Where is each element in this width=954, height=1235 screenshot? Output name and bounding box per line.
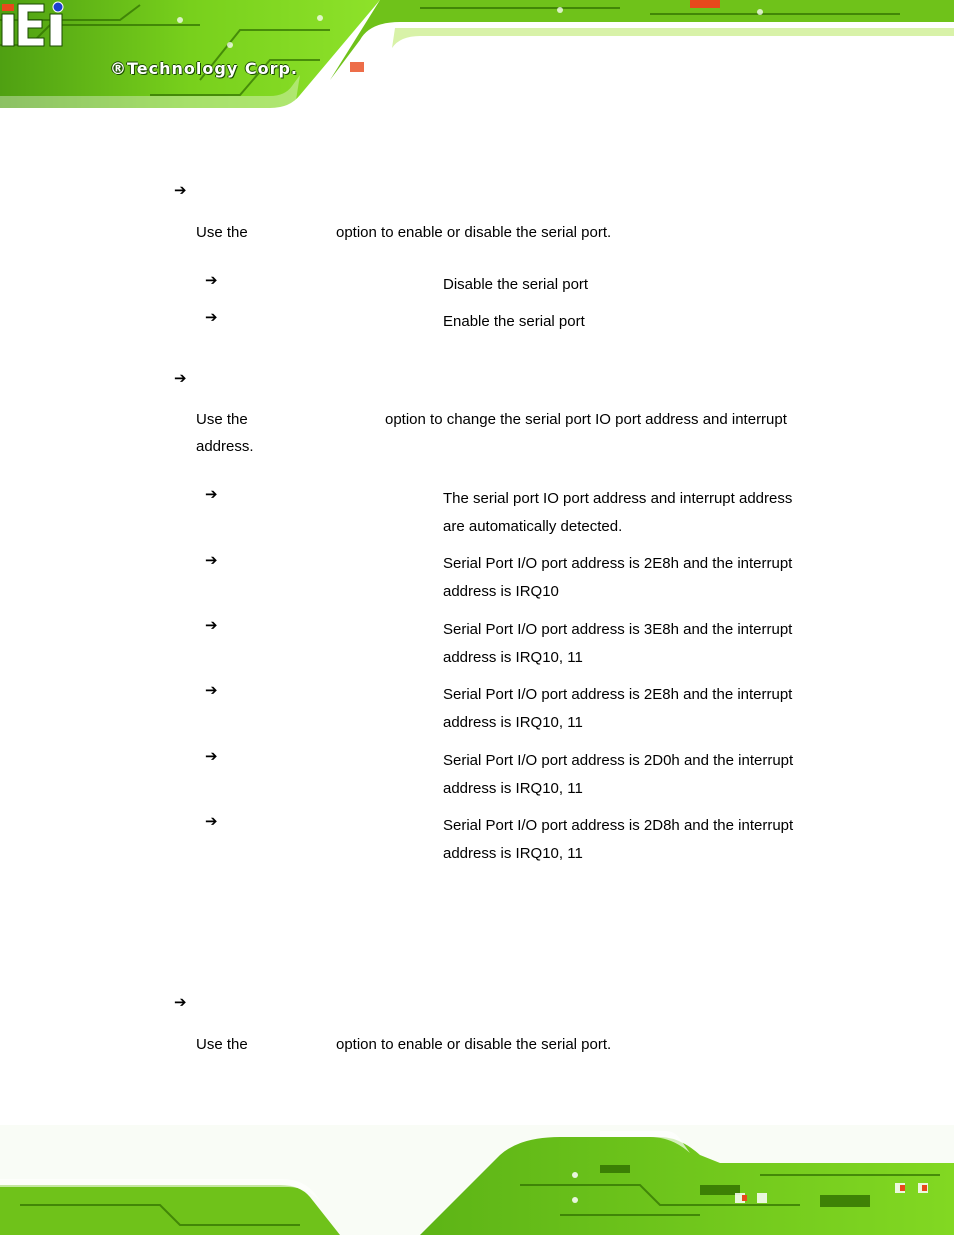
option-arrow-icon: ➔ — [205, 747, 218, 765]
option-arrow-icon: ➔ — [205, 812, 218, 830]
section-arrow-icon: ➔ — [174, 993, 187, 1011]
option-description: address is IRQ10, 11 — [443, 649, 583, 666]
header-banner — [0, 0, 954, 112]
option-description: Serial Port I/O port address is 2E8h and the interrupt — [443, 686, 793, 703]
option-description: are automatically detected. — [443, 518, 623, 535]
option-description: address is IRQ10 — [443, 583, 559, 600]
footer-banner — [0, 1125, 954, 1235]
section-arrow-icon: ➔ — [174, 181, 187, 199]
option-description: Serial Port I/O port address is 2D0h and the interrupt — [443, 752, 794, 769]
option-arrow-icon: ➔ — [205, 308, 218, 326]
option-description: Enable the serial port — [443, 313, 585, 330]
option-arrow-icon: ➔ — [205, 485, 218, 503]
option-arrow-icon: ➔ — [205, 616, 218, 634]
option-arrow-icon: ➔ — [205, 271, 218, 289]
option-arrow-icon: ➔ — [205, 551, 218, 569]
company-name: ®Technology Corp. — [110, 59, 298, 78]
intro-suffix: option to change the serial port IO port address and interrupt — [385, 411, 787, 428]
section-arrow-icon: ➔ — [174, 369, 187, 387]
intro-line2: address. — [196, 438, 254, 455]
pcb-header-graphic — [0, 0, 954, 112]
iei-logo — [0, 0, 70, 50]
option-description: address is IRQ10, 11 — [443, 714, 583, 731]
option-description: Serial Port I/O port address is 3E8h and the interrupt — [443, 621, 793, 638]
intro-suffix: option to enable or disable the serial port. — [336, 1036, 612, 1053]
option-description: The serial port IO port address and interrupt address — [443, 490, 793, 507]
option-description: Disable the serial port — [443, 276, 589, 293]
option-description: Serial Port I/O port address is 2E8h and the interrupt — [443, 555, 793, 572]
intro-suffix: option to enable or disable the serial port. — [336, 224, 612, 241]
intro-prefix: Use the — [196, 411, 248, 428]
option-description: address is IRQ10, 11 — [443, 845, 583, 862]
intro-prefix: Use the — [196, 1036, 248, 1053]
option-description: address is IRQ10, 11 — [443, 780, 583, 797]
intro-prefix: Use the — [196, 224, 248, 241]
pcb-footer-graphic — [0, 1125, 954, 1235]
option-description: Serial Port I/O port address is 2D8h and the interrupt — [443, 817, 794, 834]
option-arrow-icon: ➔ — [205, 681, 218, 699]
